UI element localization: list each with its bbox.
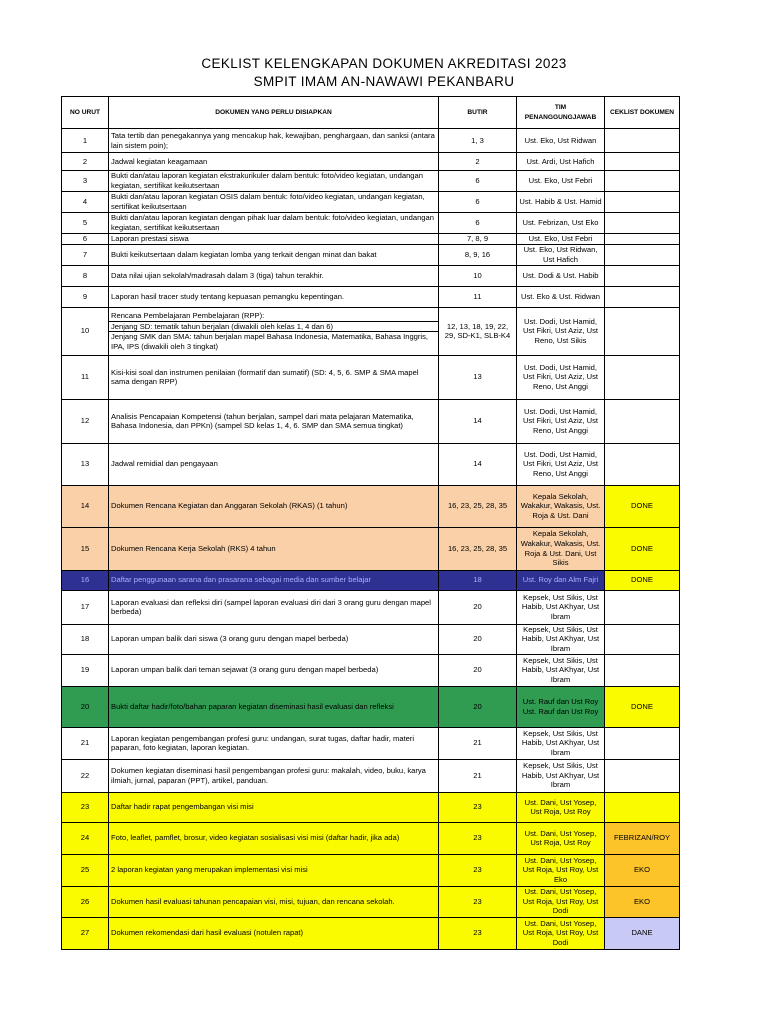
team-cell: Ust. Dodi, Ust Hamid, Ust Fikri, Ust Aziz, Ust Reno, Ust Sikis	[517, 307, 605, 355]
status-cell	[605, 129, 680, 153]
table-row	[62, 244, 680, 265]
document-cell	[109, 171, 439, 192]
status-cell	[605, 153, 680, 171]
status-cell	[605, 244, 680, 265]
header-tim: TIM PENANGGUNGJAWAB	[517, 97, 605, 129]
butir-cell: 16, 23, 25, 28, 35	[439, 527, 517, 570]
document-cell	[109, 234, 439, 245]
table-row	[62, 213, 680, 234]
header-doc: DOKUMEN YANG PERLU DISIAPKAN	[109, 97, 439, 129]
document-cell	[109, 443, 439, 485]
row-number: 3	[62, 171, 109, 192]
row-number: 1	[62, 129, 109, 153]
table-row	[62, 265, 680, 286]
status-cell	[605, 234, 680, 245]
document-cell	[109, 129, 439, 153]
butir-cell: 6	[439, 213, 517, 234]
butir-cell: 23	[439, 917, 517, 949]
status-cell	[605, 624, 680, 654]
team-cell: Ust. Eko, Ust Ridwan	[517, 129, 605, 153]
table-row	[62, 686, 680, 727]
status-cell	[605, 654, 680, 686]
document-cell	[109, 355, 439, 399]
header-status: CEKLIST DOKUMEN	[605, 97, 680, 129]
table-row	[62, 192, 680, 213]
status-cell	[605, 355, 680, 399]
document-cell	[109, 590, 439, 624]
team-cell: Ust. Eko, Ust Febri	[517, 234, 605, 245]
butir-cell: 23	[439, 886, 517, 917]
document-text: Foto, leaflet, pamflet, brosur, video kegiatan sosialisasi visi misi (daftar hadir, jika ada)	[111, 833, 400, 843]
butir-cell: 14	[439, 443, 517, 485]
document-cell	[109, 244, 439, 265]
document-text: Daftar hadir rapat pengembangan visi misi	[111, 802, 254, 812]
row-number: 6	[62, 234, 109, 245]
status-cell: EKO	[605, 854, 680, 886]
status-cell	[605, 727, 680, 759]
status-cell: FEBRIZAN/ROY	[605, 822, 680, 854]
document-cell	[109, 307, 439, 355]
table-row	[62, 654, 680, 686]
status-cell	[605, 265, 680, 286]
status-cell: DONE	[605, 485, 680, 527]
document-cell	[109, 286, 439, 307]
team-cell: Ust. Ardi, Ust Hafich	[517, 153, 605, 171]
document-text: 2 laporan kegiatan yang merupakan implementasi visi misi	[111, 865, 308, 875]
row-number: 15	[62, 527, 109, 570]
team-cell: Ust. Dani, Ust Yosep, Ust Roja, Ust Roy, Ust Dodi	[517, 917, 605, 949]
row-number: 18	[62, 624, 109, 654]
document-text: Dokumen Rencana Kegiatan dan Anggaran Sekolah (RKAS) (1 tahun)	[111, 501, 348, 511]
row-number: 22	[62, 759, 109, 792]
row-number: 7	[62, 244, 109, 265]
row-number: 27	[62, 917, 109, 949]
butir-cell: 1, 3	[439, 129, 517, 153]
team-cell: Kepsek, Ust Sikis, Ust Habib, Ust AKhyar, Ust Ibram	[517, 727, 605, 759]
butir-cell: 23	[439, 822, 517, 854]
document-text: Bukti daftar hadir/foto/bahan paparan kegiatan diseminasi hasil evaluasi dan refleksi	[111, 701, 394, 711]
row-number: 23	[62, 792, 109, 822]
row-number: 19	[62, 654, 109, 686]
status-cell	[605, 443, 680, 485]
document-cell	[109, 792, 439, 822]
document-text: Tata tertib dan penegakannya yang mencakup hak, kewajiban, penghargaan, dan sanksi (antara lain sistem poin);	[111, 130, 435, 150]
row-number: 16	[62, 570, 109, 590]
document-text: Laporan prestasi siswa	[111, 234, 189, 243]
document-text: Laporan umpan balik dari siswa (3 orang guru dengan mapel berbeda)	[111, 634, 349, 644]
table-row	[62, 570, 680, 590]
team-cell: Ust. Eko, Ust Febri	[517, 171, 605, 192]
document-cell	[109, 917, 439, 949]
document-cell	[109, 399, 439, 443]
document-cell	[109, 759, 439, 792]
document-cell	[109, 686, 439, 727]
document-cell	[109, 854, 439, 886]
checklist-table	[61, 96, 680, 950]
butir-cell: 18	[439, 570, 517, 590]
status-cell	[605, 192, 680, 213]
status-cell	[605, 213, 680, 234]
status-cell	[605, 590, 680, 624]
document-text: Rencana Pembelajaran Pembelajaran (RPP):	[111, 310, 265, 320]
document-text: Kisi-kisi soal dan instrumen penilaian (formatif dan sumatif) (SD: 4, 5, 6. SMP & SMA mapel sama dengan RPP)	[111, 367, 419, 387]
row-number: 14	[62, 485, 109, 527]
team-cell: Ust. Dani, Ust Yosep, Ust Roja, Ust Roy	[517, 792, 605, 822]
table-header-row	[62, 97, 680, 129]
status-cell	[605, 399, 680, 443]
document-text: Dokumen kegiatan diseminasi hasil pengembangan profesi guru: makalah, video, buku, karya ilmiah, jurnal, paparan (PPT), artikel, panduan.	[111, 766, 426, 785]
table-row	[62, 727, 680, 759]
team-cell: Ust. Dodi, Ust Hamid, Ust Fikri, Ust Aziz, Ust Reno, Ust Anggi	[517, 443, 605, 485]
status-cell: DANE	[605, 917, 680, 949]
table-row	[62, 590, 680, 624]
document-text: Laporan umpan balik dari teman sejawat (3 orang guru dengan mapel berbeda)	[111, 665, 379, 675]
team-cell: Kepsek, Ust Sikis, Ust Habib, Ust AKhyar, Ust Ibram	[517, 590, 605, 624]
butir-cell: 23	[439, 792, 517, 822]
team-cell: Kepala Sekolah, Wakakur, Wakasis, Ust. Roja & Ust. Dani, Ust Sikis	[517, 527, 605, 570]
butir-cell: 7, 8, 9	[439, 234, 517, 245]
butir-cell: 20	[439, 686, 517, 727]
row-number: 20	[62, 686, 109, 727]
document-cell	[109, 527, 439, 570]
team-cell: Kepsek, Ust Sikis, Ust Habib, Ust AKhyar, Ust Ibram	[517, 759, 605, 792]
butir-cell: 8, 9, 16	[439, 244, 517, 265]
document-text: Laporan evaluasi dan refleksi diri (sampel laporan evaluasi diri dari 3 orang guru dengan mapel berbeda)	[111, 597, 431, 617]
document-text: Laporan hasil tracer study tentang kepuasan pemangku kepentingan.	[111, 291, 345, 301]
butir-cell: 16, 23, 25, 28, 35	[439, 485, 517, 527]
document-cell	[109, 822, 439, 854]
row-number: 26	[62, 886, 109, 917]
status-cell: DONE	[605, 686, 680, 727]
butir-cell: 13	[439, 355, 517, 399]
document-text: Daftar penggunaan sarana dan prasarana sebagai media dan sumber belajar	[111, 575, 372, 585]
team-cell: Ust. Roy dan Alm Fajri	[517, 570, 605, 590]
document-cell	[109, 213, 439, 234]
table-row	[62, 443, 680, 485]
table-row	[62, 917, 680, 949]
header-no: NO URUT	[62, 97, 109, 129]
document-text: Jadwal kegiatan keagamaan	[111, 156, 208, 166]
row-number: 17	[62, 590, 109, 624]
document-text: Analisis Pencapaian Kompetensi (tahun berjalan, sampel dari mata pelajaran Matematika, Bahasa Indonesia, dan PPKn) (sampel SD kelas 1, 4, 6. SMP dan SMA semua tingkat)	[111, 411, 414, 431]
row-number: 21	[62, 727, 109, 759]
document-text: Bukti dan/atau laporan kegiatan dengan pihak luar dalam bentuk: foto/video kegiatan, undangan kegiatan, sertifikat keikutsertaan	[111, 213, 434, 232]
team-cell: Ust. Eko & Ust. Ridwan	[517, 286, 605, 307]
table-row	[62, 286, 680, 307]
document-cell	[109, 153, 439, 171]
table-row	[62, 129, 680, 153]
row-number: 11	[62, 355, 109, 399]
row-number: 10	[62, 307, 109, 355]
butir-cell: 11	[439, 286, 517, 307]
table-row	[62, 822, 680, 854]
row-number: 13	[62, 443, 109, 485]
document-text: Jenjang SMK dan SMA: tahun berjalan mapel Bahasa Indonesia, Matematika, Bahasa Inggris, IPA, IPS (diwakili oleh 3 tingkat)	[109, 331, 439, 351]
table-body	[62, 129, 680, 950]
butir-cell: 23	[439, 854, 517, 886]
table-row	[62, 234, 680, 245]
team-cell: Kepala Sekolah, Wakakur, Wakasis, Ust. Roja & Ust. Dani	[517, 485, 605, 527]
team-cell: Kepsek, Ust Sikis, Ust Habib, Ust AKhyar, Ust Ibram	[517, 624, 605, 654]
page-title: CEKLIST KELENGKAPAN DOKUMEN AKREDITASI 2023	[201, 56, 567, 71]
team-cell: Ust. Dani, Ust Yosep, Ust Roja, Ust Roy	[517, 822, 605, 854]
team-cell: Ust. Dodi, Ust Hamid, Ust Fikri, Ust Aziz, Ust Reno, Ust Anggi	[517, 399, 605, 443]
document-cell	[109, 624, 439, 654]
row-number: 4	[62, 192, 109, 213]
document-cell	[109, 654, 439, 686]
team-cell: Ust. Habib & Ust. Hamid	[517, 192, 605, 213]
butir-cell: 10	[439, 265, 517, 286]
butir-cell: 6	[439, 192, 517, 213]
status-cell	[605, 171, 680, 192]
document-text: Bukti keikutsertaan dalam kegiatan lomba yang terkait dengan minat dan bakat	[111, 249, 377, 259]
butir-cell: 14	[439, 399, 517, 443]
table-row	[62, 854, 680, 886]
row-number: 9	[62, 286, 109, 307]
butir-cell: 2	[439, 153, 517, 171]
document-text: Bukti dan/atau laporan kegiatan ekstrakurikuler dalam bentuk: foto/video kegiatan, undangan kegiatan, sertifikat keikutsertaan	[111, 171, 423, 190]
status-cell: DONE	[605, 527, 680, 570]
table-row	[62, 792, 680, 822]
status-cell	[605, 759, 680, 792]
table-row	[62, 624, 680, 654]
butir-cell: 20	[439, 624, 517, 654]
document-cell	[109, 485, 439, 527]
document-cell	[109, 727, 439, 759]
document-text: Laporan kegiatan pengembangan profesi guru: undangan, surat tugas, daftar hadir, materi paparan, foto kegiatan, laporan kegiatan.	[111, 733, 415, 753]
row-number: 24	[62, 822, 109, 854]
table-row	[62, 759, 680, 792]
team-cell: Ust. Dani, Ust Yosep, Ust Roja, Ust Roy, Ust Eko	[517, 854, 605, 886]
header-butir: BUTIR	[439, 97, 517, 129]
team-cell: Ust. Febrizan, Ust Eko	[517, 213, 605, 234]
document-cell	[109, 570, 439, 590]
team-cell: Ust. Dani, Ust Yosep, Ust Roja, Ust Roy, Ust Dodi	[517, 886, 605, 917]
table-row	[62, 399, 680, 443]
table-row	[62, 307, 680, 355]
butir-cell: 6	[439, 171, 517, 192]
document-text: Dokumen rekomendasi dari hasil evaluasi (notulen rapat)	[111, 928, 304, 938]
butir-cell: 21	[439, 759, 517, 792]
document-text: Jadwal remidial dan pengayaan	[111, 459, 218, 469]
team-cell: Kepsek, Ust Sikis, Ust Habib, Ust AKhyar, Ust Ibram	[517, 654, 605, 686]
document-text: Bukti dan/atau laporan kegiatan OSIS dalam bentuk: foto/video kegiatan, undangan kegiatan, sertifikat keikutsertaan	[111, 192, 425, 211]
document-cell	[109, 886, 439, 917]
row-number: 2	[62, 153, 109, 171]
table-row	[62, 171, 680, 192]
butir-cell: 20	[439, 654, 517, 686]
page-subtitle: SMPIT IMAM AN-NAWAWI PEKANBARU	[253, 74, 515, 89]
table-row	[62, 485, 680, 527]
row-number: 8	[62, 265, 109, 286]
status-cell	[605, 307, 680, 355]
table-row	[62, 153, 680, 171]
table-row	[62, 527, 680, 570]
team-cell: Ust. Eko, Ust Ridwan, Ust Hafich	[517, 244, 605, 265]
butir-cell: 21	[439, 727, 517, 759]
team-cell: Ust. Dodi, Ust Hamid, Ust Fikri, Ust Aziz, Ust Reno, Ust Anggi	[517, 355, 605, 399]
document-cell	[109, 265, 439, 286]
document-text: Dokumen hasil evaluasi tahunan pencapaian visi, misi, tujuan, dan rencana sekolah.	[111, 896, 395, 906]
document-text: Jenjang SD: tematik tahun berjalan (diwakili oleh kelas 1, 4 dan 6)	[109, 321, 439, 332]
butir-cell: 20	[439, 590, 517, 624]
status-cell: EKO	[605, 886, 680, 917]
team-cell: Ust. Dodi & Ust. Habib	[517, 265, 605, 286]
status-cell	[605, 792, 680, 822]
document-cell	[109, 192, 439, 213]
table-row	[62, 355, 680, 399]
table-row	[62, 886, 680, 917]
row-number: 25	[62, 854, 109, 886]
row-number: 12	[62, 399, 109, 443]
team-cell: Ust. Rauf dan Ust Roy Ust. Rauf dan Ust Roy	[517, 686, 605, 727]
document-text: Data nilai ujian sekolah/madrasah dalam 3 (tiga) tahun terakhir.	[111, 270, 324, 280]
row-number: 5	[62, 213, 109, 234]
document-text: Dokumen Rencana Kerja Sekolah (RKS) 4 tahun	[111, 543, 276, 553]
status-cell	[605, 286, 680, 307]
butir-cell: 12, 13, 18, 19, 22, 29, SD-K1, SLB-K4	[439, 307, 517, 355]
status-cell: DONE	[605, 570, 680, 590]
